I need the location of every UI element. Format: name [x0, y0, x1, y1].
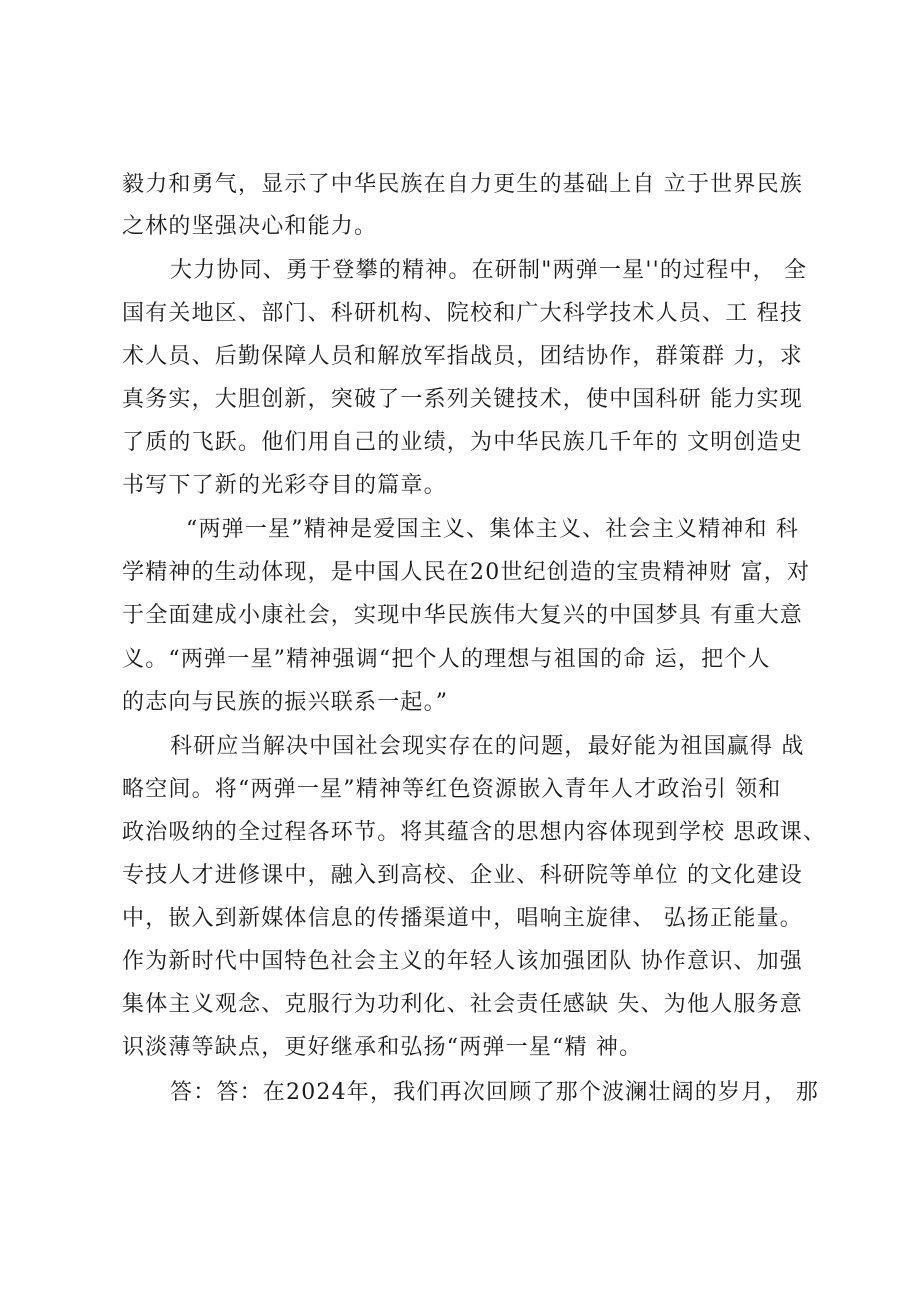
text-line-12: 义。“两弹一星”精神强调“把个人的理想与祖国的命 运，把个人: [122, 647, 771, 672]
text-line-20: 集体主义观念、克服行为功利化、社会责任感缺 失、为他人服务意: [122, 992, 803, 1017]
text-line-1: 毅力和勇气，显示了中华民族在自力更生的基础上自 立于世界民族: [122, 172, 803, 197]
text-line-3: 大力协同、勇于登攀的精神。在研制"两弹一星''的过程中， 全: [170, 258, 808, 283]
text-line-9: “两弹一星”精神是爱国主义、集体主义、社会主义精神和 科: [186, 517, 800, 542]
text-line-11: 于全面建成小康社会，实现中华民族伟大复兴的中国梦具 有重大意: [122, 603, 803, 628]
text-line-10: 学精神的生动体现，是中国人民在20世纪创造的宝贵精神财 富，对: [122, 560, 811, 585]
text-line-14: 科研应当解决中国社会现实存在的问题，最好能为祖国赢得 战: [170, 734, 805, 759]
text-line-17: 专技人才进修课中，融入到高校、企业、科研院等单位 的文化建设: [122, 863, 803, 888]
text-line-18: 中，嵌入到新媒体信息的传播渠道中，唱响主旋律、 弘扬正能量。: [122, 906, 803, 931]
text-line-2: 之林的坚强决心和能力。: [122, 214, 378, 239]
text-line-7: 了质的飞跃。他们用自己的业绩，为中华民族几千年的 文明创造史: [122, 430, 803, 455]
text-line-5: 术人员、后勤保障人员和解放军指战员，团结协作，群策群 力，求: [122, 344, 803, 369]
text-line-15: 略空间。将“两弹一星”精神等红色资源嵌入青年人才政治引 领和: [122, 777, 782, 802]
text-line-4: 国有关地区、部门、科研机构、院校和广大科学技术人员、工 程技: [122, 301, 803, 326]
text-line-8: 书写下了新的光彩夺目的篇章。: [122, 473, 447, 498]
text-line-21: 识淡薄等缺点，更好继承和弘扬“两弹一星“精 神。: [122, 1035, 643, 1060]
text-line-16: 政治吸纳的全过程各环节。将其蕴含的思想内容体现到学校 思政课、: [122, 820, 827, 845]
text-line-13: 的志向与民族的振兴联系一起。”: [122, 690, 449, 715]
text-line-19: 作为新时代中国特色社会主义的年轻人该加强团队 协作意识、加强: [122, 949, 803, 974]
text-line-22: 答：答：在2024年，我们再次回顾了那个波澜壮阔的岁月， 那: [170, 1080, 819, 1105]
text-line-6: 真务实，大胆创新，突破了一系列关键技术，使中国科研 能力实现: [122, 387, 803, 412]
